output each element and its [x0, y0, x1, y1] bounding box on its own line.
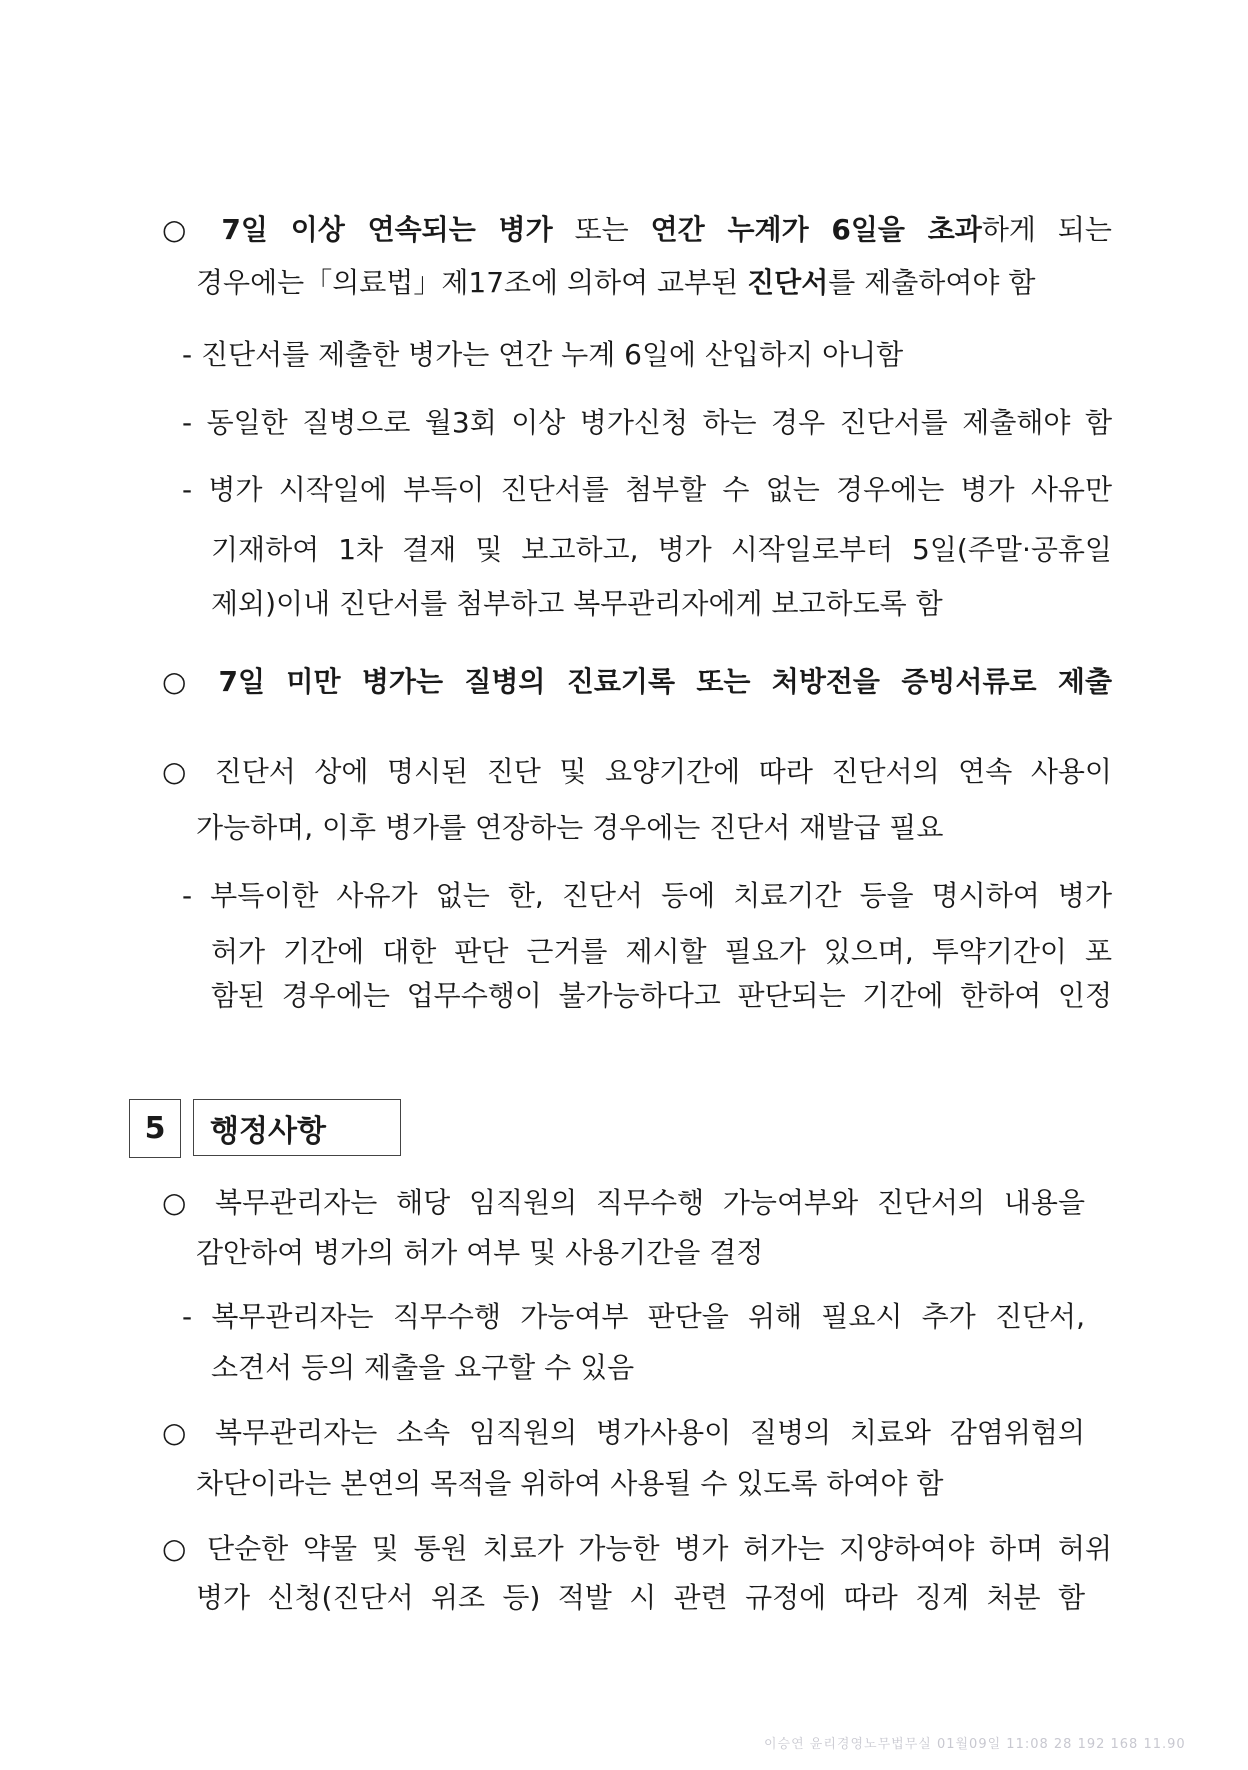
bold-text: 진단서: [747, 266, 829, 299]
text-line: [211, 1350, 715, 1386]
text: 제외)이내 진단서를 첨부하고 복무관리자에게 보고하도록 함: [211, 587, 943, 620]
text: 를 제출하여야 함: [828, 266, 1036, 299]
text: ○: [162, 213, 222, 246]
text: ○ 진단서 상에 명시된 진단 및 요양기간에 따라 진단서의 연속 사용이: [162, 755, 1112, 788]
text: 소견서 등의 제출을 요구할 수 있음: [211, 1351, 635, 1384]
text-line: [162, 212, 1112, 248]
bold-text: 7일 미만 병가는 질병의 진료기록 또는 처방전을 증빙서류로 제출: [218, 665, 1112, 698]
text-line: [162, 1415, 1085, 1451]
section-number-box: [129, 1099, 181, 1158]
text-line: [196, 1466, 1030, 1502]
text-line: [182, 472, 1112, 508]
text-line: [162, 754, 1112, 790]
text: 허가 기간에 대한 판단 근거를 제시할 필요가 있으며, 투약기간이 포: [211, 935, 1112, 968]
text-line: [182, 337, 1000, 373]
text-line: [162, 1531, 1112, 1567]
text-line: [182, 1299, 1085, 1335]
text-line: [196, 810, 1010, 846]
print-watermark: 이승연 윤리경영노무법무실 01월09일 11:08 28 192 168 11.90: [764, 1737, 1186, 1752]
text: 병가 신청(진단서 위조 등) 적발 시 관련 규정에 따라 징계 처분 함: [196, 1581, 1085, 1614]
text-line: [182, 878, 1112, 914]
text: - 복무관리자는 직무수행 가능여부 판단을 위해 필요시 추가 진단서,: [182, 1300, 1085, 1333]
text-line: [211, 934, 1112, 970]
bold-text: 7일 이상 연속되는 병가: [221, 213, 553, 246]
text: 기재하여 1차 결재 및 보고하고, 병가 시작일로부터 5일(주말·공휴일: [211, 533, 1112, 566]
text: 가능하며, 이후 병가를 연장하는 경우에는 진단서 재발급 필요: [196, 811, 944, 844]
text-line: [196, 265, 1085, 301]
section-title-box: [193, 1099, 401, 1156]
text: 경우에는「의료법」제17조에 의하여 교부된: [196, 266, 748, 299]
text: 감안하여 병가의 허가 여부 및 사용기간을 결정: [196, 1236, 764, 1269]
text: ○ 복무관리자는 소속 임직원의 병가사용이 질병의 치료와 감염위험의: [162, 1416, 1085, 1449]
text: - 진단서를 제출한 병가는 연간 누계 6일에 산입하지 아니함: [182, 338, 904, 371]
text: ○: [162, 665, 219, 698]
text: ○ 단순한 약물 및 통원 치료가 가능한 병가 허가는 지양하여야 하며 허위: [162, 1532, 1112, 1565]
text-line: [162, 664, 1112, 700]
text: - 부득이한 사유가 없는 한, 진단서 등에 치료기간 등을 명시하여 병가: [182, 879, 1112, 912]
text: 함된 경우에는 업무수행이 불가능하다고 판단되는 기간에 한하여 인정: [211, 979, 1112, 1012]
text-line: [211, 586, 985, 622]
text-line: [162, 1185, 1085, 1221]
text: - 병가 시작일에 부득이 진단서를 첨부할 수 없는 경우에는 병가 사유만: [182, 473, 1112, 506]
text: 하게 되는: [981, 213, 1112, 246]
text: - 동일한 질병으로 월3회 이상 병가신청 하는 경우 진단서를 제출해야 함: [182, 406, 1112, 439]
text-line: [182, 405, 1112, 441]
text: 또는: [552, 213, 651, 246]
text-line: [211, 532, 1112, 568]
section-number: 5: [144, 1111, 166, 1146]
bold-text: 연간 누계가 6일을 초과: [650, 213, 982, 246]
section-title: 행정사항: [210, 1113, 326, 1149]
text: 차단이라는 본연의 목적을 위하여 사용될 수 있도록 하여야 함: [196, 1467, 944, 1500]
text: ○ 복무관리자는 해당 임직원의 직무수행 가능여부와 진단서의 내용을: [162, 1186, 1085, 1219]
text-line: [196, 1580, 1085, 1616]
text-line: [211, 978, 1112, 1014]
text-line: [196, 1235, 830, 1271]
